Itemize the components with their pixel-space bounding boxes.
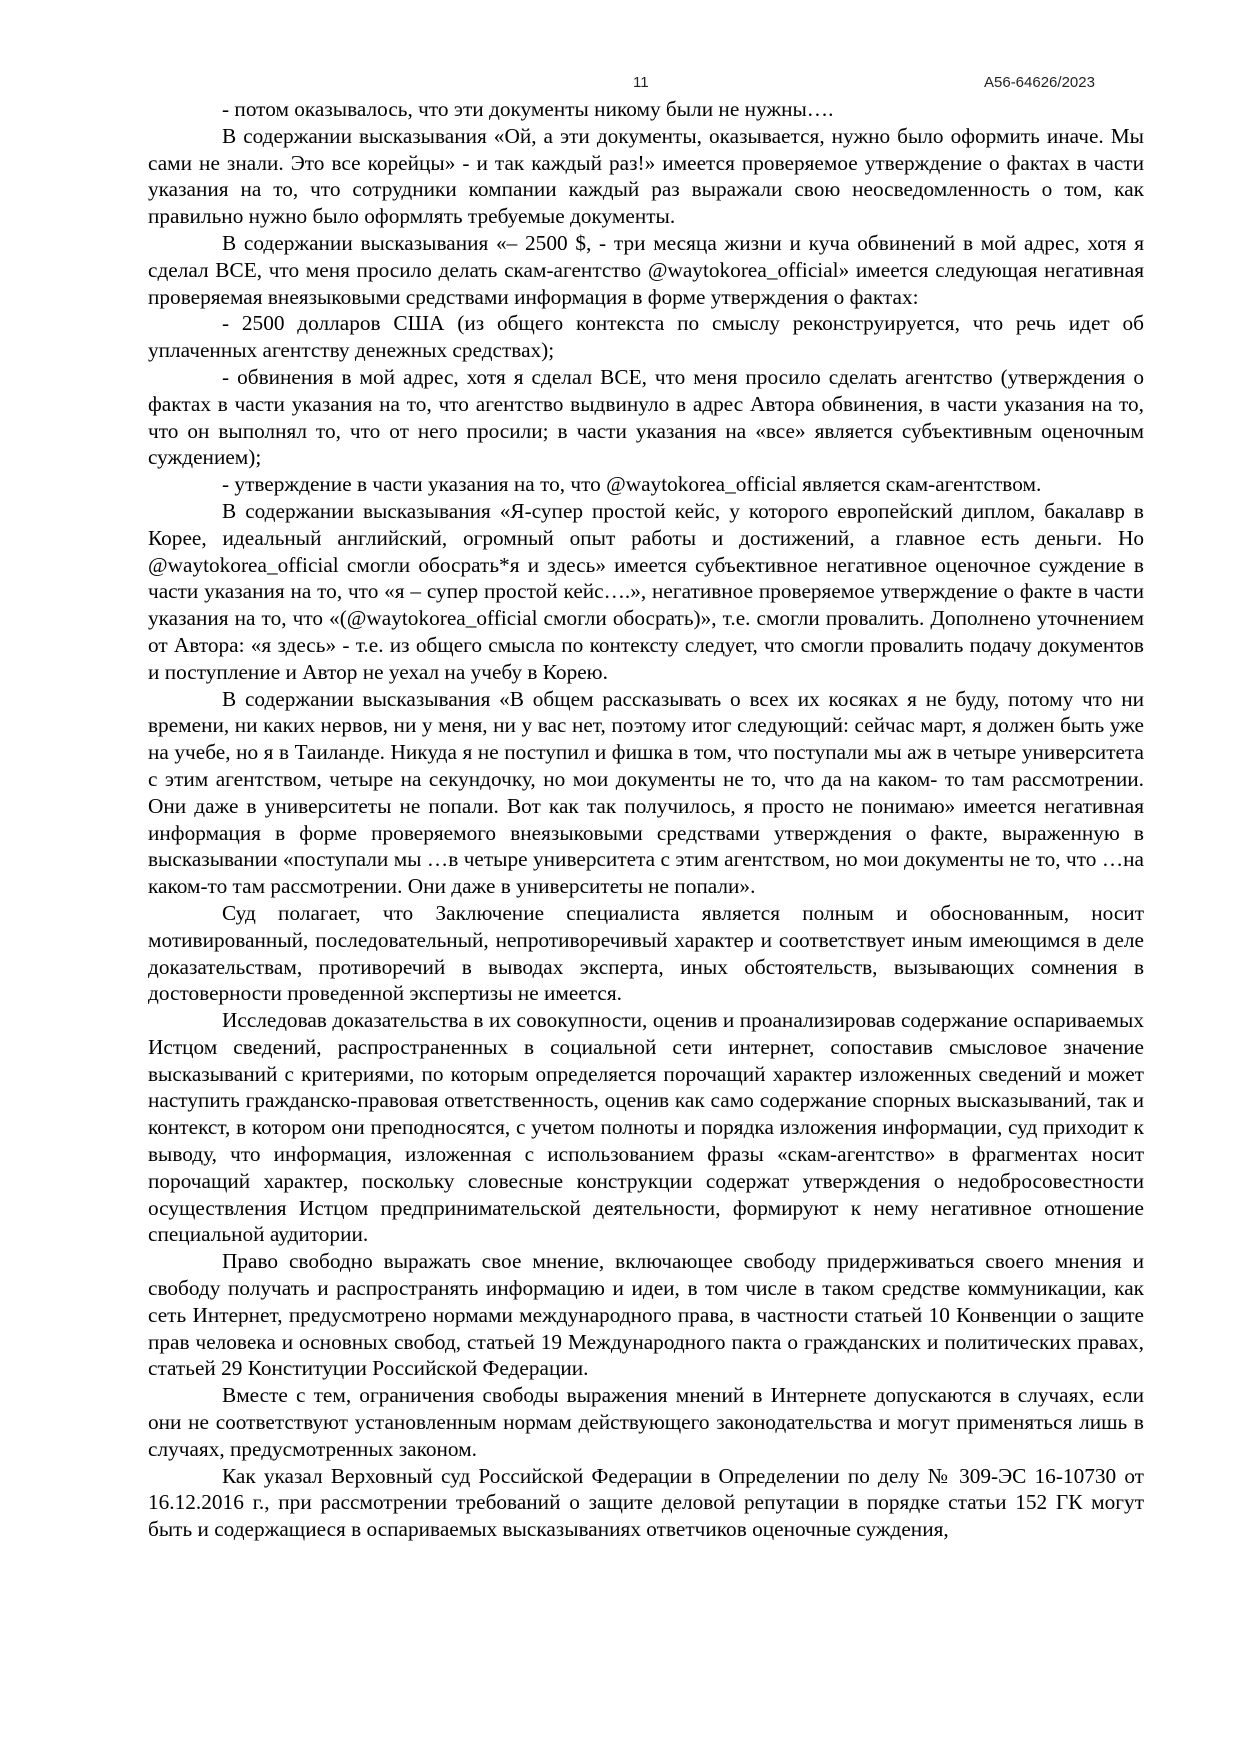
paragraph: Вместе с тем, ограничения свободы выражения мнений в Интернете допускаются в случаях, если они не соответствуют установленным нормам действующего законодательства и могут применяться лишь в случаях, предусмотренных законом. [148,1383,1144,1461]
case-number: А56-64626/2023 [984,74,1095,91]
paragraph: - потом оказывалось, что эти документы никому были не нужны…. [222,97,834,121]
paragraph: Как указал Верховный суд Российской Федерации в Определении по делу № 309-ЭС 16-10730 от 16.12.2016 г., при рассмотрении требований о защите деловой репутации в порядке статьи 152 ГК могут быть и содержащиеся в оспариваемых высказываниях ответчиков оценочные суждения, [148,1463,1144,1542]
paragraph: Право свободно выражать свое мнение, включающее свободу придерживаться своего мнения и свободу получать и распространять информацию и идеи, в том числе в таком средстве коммуникации, как сеть Интернет, предусмотрено нормами международного права, в частности статьей 10 Конвенции о защите прав человека и основных свобод, статьей 19 Международного пакта о гражданских и политических правах, статьей 29 Конституции Российской Федерации. [148,1249,1144,1381]
paragraph: В содержании высказывания «В общем рассказывать о всех их косяках я не буду, потому что ни времени, ни каких нервов, ни у меня, ни у вас нет, поэтому итог следующий: сейчас март, я должен быть уже на учебе, но я в Таиланде. Никуда я не поступил и фишка в том, что поступали мы аж в четыре университета с этим агентством, четыре на секундочку, но мои документы не то, что да на каком- то там рассмотрении. Они даже в университеты не попали. Вот как так получилось, я просто не понимаю» имеется негативная информация в форме проверяемого внеязыковыми средствами утверждения о факте, выраженную в высказывании «поступали мы …в четыре университета с этим агентством, но мои документы не то, что …на каком-то там рассмотрении. Они даже в университеты не попали». [148,686,1144,899]
paragraph: В содержании высказывания «Я-супер простой кейс, у которого европейский диплом, бакалавр в Корее, идеальный английский, огромный опыт работы и достижений, а главное есть деньги. Но @waytokorea_official смогли обосрать*я и здесь» имеется субъективное негативное оценочное суждение в части указания на то, что «я – супер простой кейс….», негативное проверяемое утверждение о факте в части указания на то, что «(@waytokorea_official смогли обосрать)», т.е. смогли провалить. Дополнено уточнением от Автора: «я здесь» - т.е. из общего смысла по контексту следует, что смогли провалить подачу документов и поступление и Автор не уехал на учебу в Корею. [148,498,1144,684]
paragraph: - утверждение в части указания на то, что @waytokorea_official является скам-агентством. [222,472,1042,497]
paragraph: В содержании высказывания «Ой, а эти документы, оказывается, нужно было оформить иначе. Мы сами не знали. Это все корейцы» - и так каждый раз!» имеется проверяемое утверждение о фактах в части указания на то, что сотрудники компании каждый раз выражали свою неосведомленность о том, как правильно нужно было оформлять требуемые документы. [148,123,1144,229]
paragraph: Исследовав доказательства в их совокупности, оценив и проанализировав содержание оспариваемых Истцом сведений, распространенных в социальной сети интернет, сопоставив смысловое значение высказываний с критериями, по которым определяется порочащий характер изложенных сведений и может наступить гражданско-правовая ответственность, оценив как само содержание спорных высказываний, так и контекст, в котором они преподносятся, с учетом полноты и порядка изложения информации, суд приходит к выводу, что информация, изложенная с использованием фразы «скам-агентство» в фрагментах носит порочащий характер, поскольку словесные конструкции содержат утверждения о недобросовестности осуществления Истцом предпринимательской деятельности, формируют к нему негативное отношение специальной аудитории. [148,1008,1144,1247]
paragraph: В содержании высказывания «– 2500 $, - три месяца жизни и куча обвинений в мой адрес, хотя я сделал ВСЕ, что меня просило делать скам-агентство @waytokorea_official» имеется следующая негативная проверяемая внеязыковыми средствами информация в форме утверждения о фактах: [148,230,1144,309]
document-body [148,96,1144,1543]
paragraph: Суд полагает, что Заключение специалиста является полным и обоснованным, носит мотивированный, последовательный, непротиворечивый характер и соответствует иным имеющимся в деле доказательствам, противоречий в выводах эксперта, иных обстоятельств, вызывающих сомнения в достоверности проведенной экспертизы не имеется. [148,900,1144,1006]
page-number: 11 [633,74,649,91]
paragraph: - 2500 долларов США (из общего контекста по смыслу реконструируется, что речь идет об уплаченных агентству денежных средствах); [148,311,1144,363]
paragraph: - обвинения в мой адрес, хотя я сделал ВСЕ, что меня просило сделать агентство (утверждения о фактах в части указания на то, что агентство выдвинуло в адрес Автора обвинения, в части указания на то, что он выполнял то, что от него просили; в части указания на «все» является субъективным оценочным суждением); [148,364,1144,470]
